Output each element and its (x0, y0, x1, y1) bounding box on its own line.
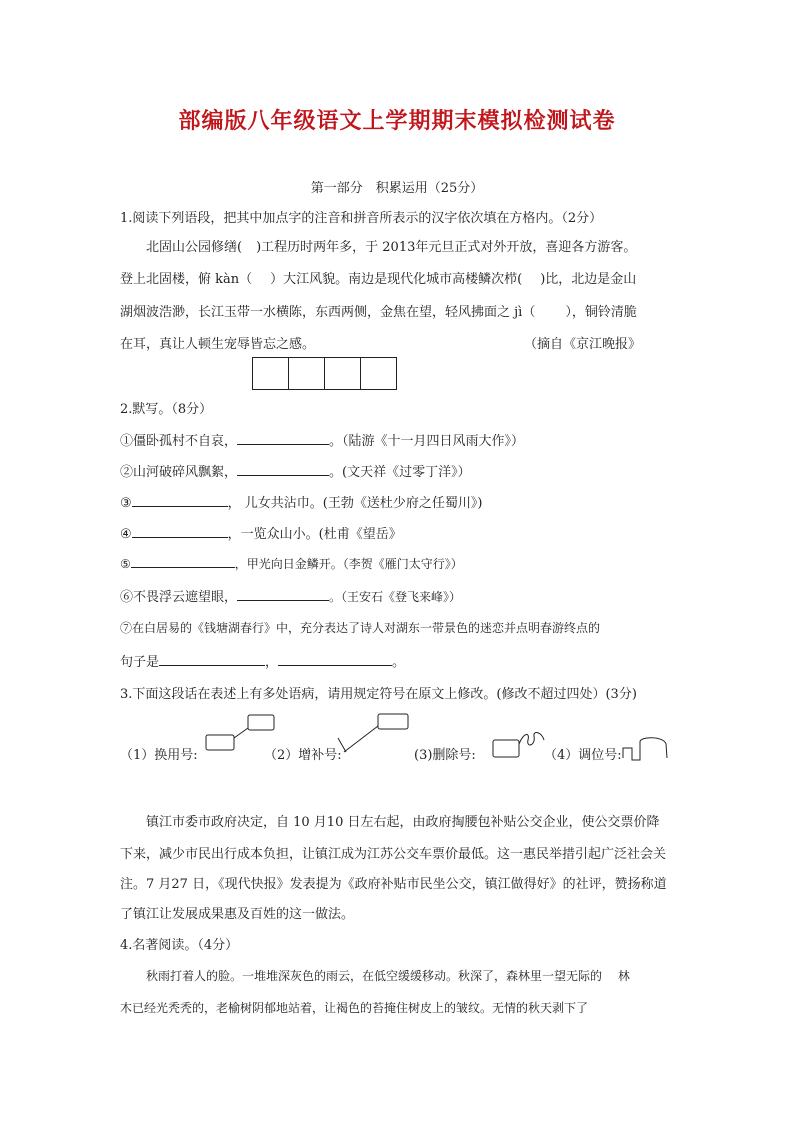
q2-item-4: ④ ，一览众山小。(杜甫《望岳》 (120, 527, 402, 542)
page-title: 部编版八年级语文上学期期末模拟检测试卷 (178, 109, 616, 134)
answer-blank[interactable] (237, 588, 329, 601)
q2-stem: 2.默写。（8分） (120, 402, 213, 417)
symbol-insert-label: （2）增补号: (264, 748, 342, 763)
q2-item-7-answer: 句子是 ， 。 (120, 655, 406, 670)
q2-item-1: ①僵卧孤村不自哀， 。（陆游《十一月四日风雨大作》） (120, 434, 525, 449)
q2-item-2: ②山河破碎风飘絮， 。(文天祥《过零丁洋》） (120, 465, 471, 480)
answer-grid (253, 357, 397, 390)
delete-mark-icon (490, 726, 550, 762)
answer-blank[interactable] (159, 653, 265, 666)
q3-para-line: 了镇江让发展成果惠及百姓的这一做法。 (120, 907, 355, 922)
answer-blank[interactable] (237, 432, 329, 445)
q4-para-line: 秋雨打着人的脸。一堆堆深灰色的雨云，在低空缓缓移动。秋深了，森林里一望无际的 林 (146, 969, 630, 983)
answer-cell[interactable] (324, 357, 361, 390)
symbol-replace-label: （1）换用号: (120, 748, 198, 763)
answer-blank[interactable] (237, 463, 329, 476)
q1-line-3: 湖烟波浩渺，长江玉带一水横陈，东西两侧，金焦在望，轻风拂面之 jì（ ），铜铃清脆 (120, 305, 637, 320)
answer-cell[interactable] (252, 357, 289, 390)
q2-item-7: ⑦在白居易的《钱塘湖春行》中，充分表达了诗人对湖东一带景色的迷恋并点明春游终点的 (120, 621, 601, 635)
answer-blank[interactable] (131, 555, 235, 568)
q1-source: （摘自《京江晚报》 (524, 337, 642, 352)
symbol-delete-label: (3)删除号: (414, 748, 476, 763)
q2-item-3: ③ ， 儿女共沾巾。(王勃《送杜少府之任蜀川》) (120, 496, 483, 511)
answer-blank[interactable] (132, 525, 228, 538)
q4-stem: 4.名著阅读。（4分） (120, 938, 239, 953)
q3-para-line: 镇江市委市政府决定，自 10 月10 日左右起，由政府掏腰包补贴公交企业，使公交票价降 (146, 815, 660, 830)
q1-line-1: 北固山公园修缮( )工程历时两年多，于 2013年元旦正式对外开放，喜迎各方游客。 (146, 240, 637, 255)
q2-item-5: ⑤ ，甲光向日金鳞开。（李贺《雁门太守行》） (120, 557, 463, 571)
q1-line-4: 在耳，真让人顿生宠辱皆忘之感。 (120, 337, 316, 352)
q4-para-line: 木已经光秃秃的，老榆树阴郁地站着，让褐色的苔掩住树皮上的皱纹。无情的秋天剥下了 (120, 1001, 589, 1015)
answer-blank[interactable] (132, 494, 228, 507)
q3-para-line: 下来，减少市民出行成本负担，让镇江成为江苏公交车票价最低。这一惠民举措引起广泛社会关 (120, 847, 667, 862)
q1-stem: 1.阅读下列语段，把其中加点字的注音和拼音所表示的汉字依次填在方格内。（2分） (120, 211, 603, 226)
q3-stem: 3.下面这段话在表述上有多处语病，请用规定符号在原文上修改。(修改不超过四处）(3分) (120, 687, 637, 702)
answer-cell[interactable] (288, 357, 325, 390)
insert-mark-icon (334, 712, 414, 756)
answer-blank[interactable] (278, 653, 392, 666)
reorder-mark-icon (620, 736, 676, 764)
q2-item-6: ⑥不畏浮云遮望眼， 。（王安石《登飞来峰》） (120, 590, 462, 605)
q1-line-2: 登上北固楼，俯 kàn（ ）大江风貌。南边是现代化城市高楼鳞次栉( )比，北边是金山 (120, 272, 637, 287)
answer-cell[interactable] (360, 357, 397, 390)
q3-para-line: 注。7 月27 日，《现代快报》发表提为《政府补贴市民坐公交，镇江做得好》的社评，赞扬称道 (120, 877, 667, 892)
section-heading: 第一部分 积累运用（25分） (310, 181, 484, 196)
symbol-reorder-label: （4）调位号: (544, 748, 622, 763)
